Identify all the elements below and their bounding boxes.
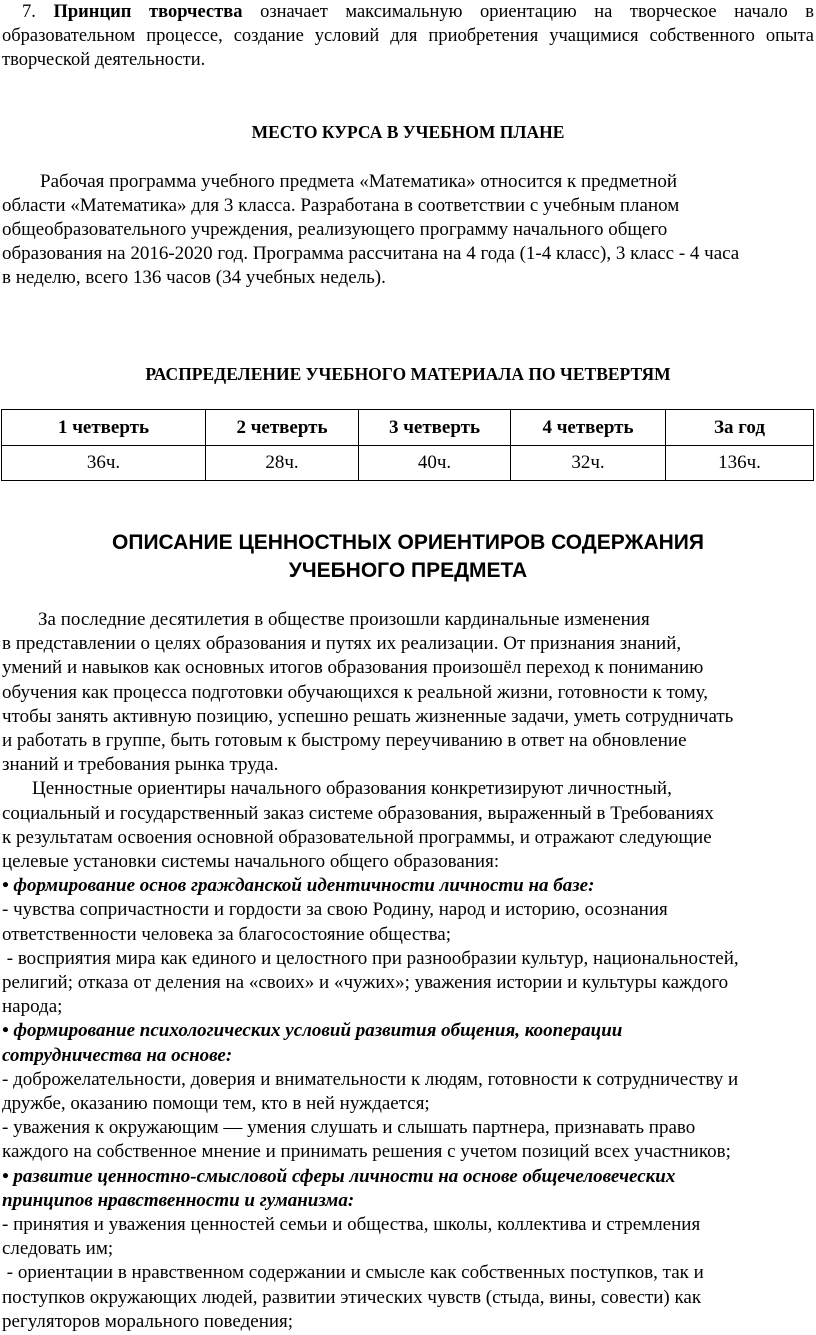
text-line: - чувства сопричастности и гордости за свою Родину, народ и историю, осознания: [2, 899, 668, 921]
text-line: - доброжелательности, доверия и внимательности к людям, готовности к сотрудничеству и: [2, 1068, 739, 1090]
text-line: религий; отказа от деления на «своих» и «чужих»; уважения истории и культуры каждого: [2, 972, 729, 994]
values-body: [2, 608, 816, 1334]
course-place-paragraph: [2, 170, 816, 290]
table-cell: 32ч.: [511, 446, 666, 481]
text-line: народа;: [2, 996, 63, 1018]
text-line: обучения как процесса подготовки обучающихся к реальной жизни, готовности к тому,: [2, 681, 709, 703]
text-line: социальный и государственный заказ системе образования, выраженный в Требованиях: [2, 802, 714, 824]
text-line: и работать в группе, быть готовым к быстрому переучиванию в ответ на обновление: [2, 730, 687, 752]
text-line: знаний и требования рынка труда.: [2, 754, 279, 776]
text-line: в представлении о целях образования и путях их реализации. От признания знаний,: [2, 633, 682, 655]
principle-text-line-2: образовательном процессе, создание условий для приобретения учащимися собственного: [2, 26, 755, 46]
table-cell: 40ч.: [359, 446, 511, 481]
table-header-cell: 3 четверть: [359, 410, 511, 446]
text-line: целевые установки системы начального общего образования:: [2, 851, 500, 873]
table-header-cell: 1 четверть: [2, 410, 206, 446]
table-cell: 36ч.: [2, 446, 206, 481]
text-line: - принятия и уважения ценностей семьи и общества, школы, коллектива и стремления: [2, 1214, 701, 1236]
table-header-cell: 2 четверть: [206, 410, 359, 446]
text-line: Рабочая программа учебного предмета «Математика» относится к предметной: [40, 171, 678, 192]
text-line: поступков окружающих людей, развитии этических чувств (стыда, вины, совести) как: [2, 1286, 702, 1308]
table-header-row: [2, 410, 814, 446]
table-row: [2, 446, 814, 481]
text-line: в неделю, всего 136 часов (34 учебных недель).: [2, 267, 386, 288]
text-line: умений и навыков как основных итогов образования произошёл переход к пониманию: [2, 657, 704, 679]
text-line: ответственности человека за благосостояние общества;: [2, 923, 452, 945]
text-line: чтобы занять активную позицию, успешно решать жизненные задачи, уметь сотрудничать: [2, 705, 734, 727]
text-line: За последние десятилетия в обществе произошли кардинальные изменения: [38, 609, 650, 630]
table-cell: 136ч.: [666, 446, 814, 481]
quarters-table: [1, 409, 814, 481]
text-line: - уважения к окружающим — умения слушать и слышать партнера, признавать право: [2, 1117, 696, 1139]
bullet-heading: принципов нравственности и гуманизма:: [2, 1189, 355, 1211]
values-heading: [0, 529, 816, 585]
table-cell: 28ч.: [206, 446, 359, 481]
text-line: области «Математика» для 3 класса. Разработана в соответствии с учебным планом: [2, 195, 680, 216]
text-line: общеобразовательного учреждения, реализующего программу начального общего: [2, 219, 668, 240]
text-line: каждого на собственное мнение и принимать решения с учетом позиций всех участников;: [2, 1141, 731, 1163]
text-line: следовать им;: [2, 1238, 114, 1260]
text-line: регуляторов морального поведения;: [2, 1310, 294, 1332]
table-header-cell: За год: [666, 410, 814, 446]
bullet-heading: сотрудничества на основе:: [2, 1044, 233, 1066]
values-heading-line-2: УЧЕБНОГО ПРЕДМЕТА: [288, 559, 528, 582]
text-line: - восприятия мира как единого и целостного при разнообразии культур, национальностей,: [2, 947, 739, 969]
text-line: Ценностные ориентиры начального образования конкретизируют личностный,: [32, 778, 672, 800]
bullet-heading: • формирование психологических условий развития общения, кооперации: [2, 1020, 623, 1042]
distribution-heading: РАСПРЕДЕЛЕНИЕ УЧЕБНОГО МАТЕРИАЛА ПО ЧЕТВЕРТЯМ: [145, 364, 671, 384]
text-line: к результатам освоения основной образовательной программы, и отражают следующие: [2, 826, 712, 848]
principle-text-line-3: опыта творческой деятельности.: [2, 26, 814, 70]
principle-paragraph: [2, 0, 814, 72]
bullet-heading: • формирование основ гражданской идентичности личности на базе:: [2, 875, 595, 897]
bullet-heading: • развитие ценностно-смысловой сферы личности на основе общечеловеческих: [2, 1165, 676, 1187]
values-heading-line-1: ОПИСАНИЕ ЦЕННОСТНЫХ ОРИЕНТИРОВ СОДЕРЖАНИЯ: [112, 531, 704, 554]
text-line: образования на 2016-2020 год. Программа рассчитана на 4 года (1-4 класс), 3 класс - 4 часа: [2, 243, 740, 264]
principle-text-line-1: означает максимальную ориентацию на творческое начало в: [260, 2, 815, 22]
table-header-cell: 4 четверть: [511, 410, 666, 446]
course-place-heading: МЕСТО КУРСА В УЧЕБНОМ ПЛАНЕ: [251, 122, 565, 142]
principle-number: 7.: [22, 2, 36, 22]
principle-term: Принцип творчества: [53, 2, 243, 22]
text-line: - ориентации в нравственном содержании и смысле как собственных поступков, так и: [2, 1262, 704, 1284]
text-line: дружбе, оказанию помощи тем, кто в ней нуждается;: [2, 1093, 430, 1115]
